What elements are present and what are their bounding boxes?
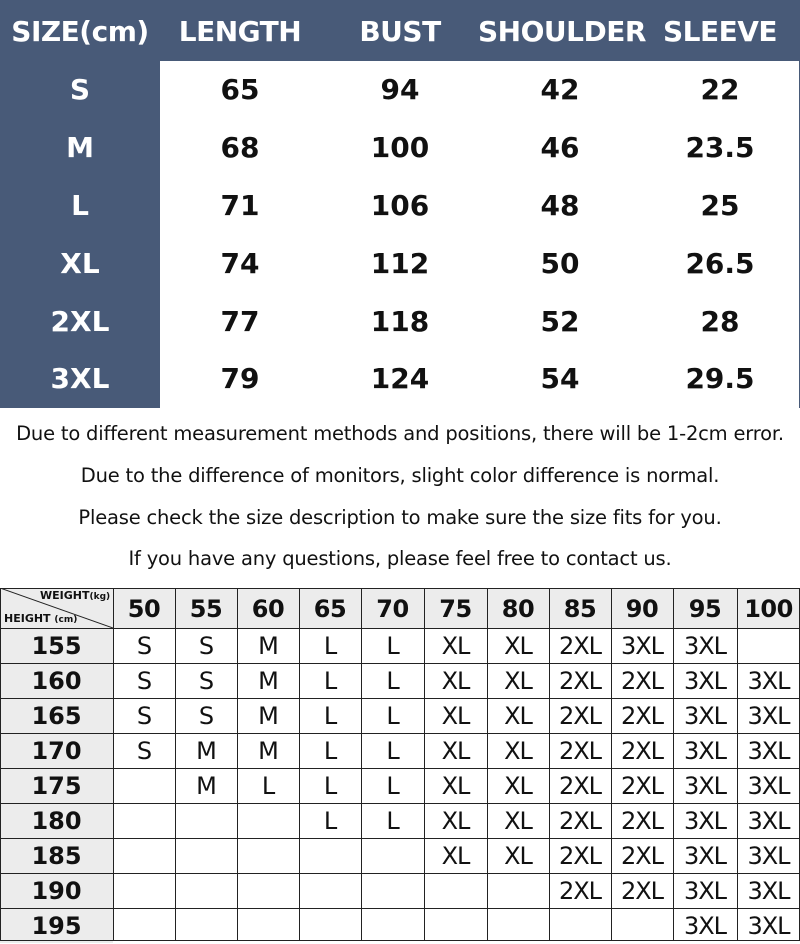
weight-label-text: WEIGHT	[40, 589, 90, 602]
size-cell: XL	[60, 247, 100, 280]
size-recommendation-cell	[237, 873, 299, 908]
size-recommendation-cell	[299, 908, 361, 943]
length-cell: 79	[220, 362, 260, 395]
weight-header-cell: 95	[673, 588, 737, 628]
size-recommendation-cell	[424, 908, 487, 943]
size-recommendation-cell: 3XL	[747, 912, 790, 940]
size-recommendation-cell: 3XL	[683, 632, 727, 660]
size-recommendation-cell: 2XL	[620, 772, 664, 800]
size-recommendation-cell: XL	[504, 772, 532, 800]
size-recommendation-cell: XL	[441, 842, 470, 870]
size-recommendation-cell: 3XL	[683, 877, 727, 905]
size-cell: M	[66, 131, 94, 164]
size-recommendation-cell: L	[323, 667, 337, 695]
size-recommendation-cell: L	[386, 772, 399, 800]
grid-column-divider	[0, 588, 1, 941]
grid-column-divider	[299, 588, 300, 941]
size-recommendation-cell: XL	[441, 807, 470, 835]
sleeve-cell: 28	[700, 305, 740, 338]
size-recommendation-cell: L	[386, 737, 399, 765]
size-recommendation-cell	[175, 908, 237, 943]
bust-cell: 106	[370, 189, 430, 222]
weight-header-cell: 90	[611, 588, 673, 628]
size-recommendation-cell: 2XL	[620, 737, 664, 765]
grid-column-divider	[175, 588, 176, 941]
size-cell: S	[69, 73, 91, 106]
size-recommendation-cell: 3XL	[620, 632, 664, 660]
size-recommendation-cell: XL	[441, 772, 470, 800]
size-chart-row	[0, 235, 800, 293]
size-recommendation-cell: 3XL	[747, 737, 790, 765]
size-recommendation-cell	[487, 908, 549, 943]
header-bust: BUST	[359, 15, 441, 48]
size-chart-row	[0, 350, 800, 408]
size-recommendation-cell: S	[136, 737, 152, 765]
height-row-label: 175	[0, 768, 113, 803]
size-recommendation-cell: 3XL	[747, 702, 790, 730]
grid-column-divider	[237, 588, 238, 941]
size-recommendation-cell: 2XL	[558, 842, 602, 870]
weight-unit-text: (kg)	[89, 592, 111, 602]
size-recommendation-cell	[113, 873, 175, 908]
weight-header-cell: 50	[113, 588, 175, 628]
size-recommendation-cell	[237, 803, 299, 838]
height-unit-text: (cm)	[54, 615, 78, 625]
size-recommendation-cell: M	[196, 772, 216, 800]
shoulder-cell: 54	[540, 362, 580, 395]
size-recommendation-cell: 2XL	[558, 632, 602, 660]
sleeve-cell: 26.5	[685, 247, 755, 280]
size-recommendation-cell	[175, 838, 237, 873]
sleeve-cell: 23.5	[685, 131, 755, 164]
length-cell: 71	[220, 189, 260, 222]
header-size: SIZE(cm)	[11, 15, 149, 48]
height-label-text: HEIGHT	[4, 612, 51, 625]
size-recommendation-cell	[175, 873, 237, 908]
grid-row-divider	[0, 838, 800, 839]
size-recommendation-cell: L	[386, 632, 399, 660]
grid-row-divider	[0, 663, 800, 664]
size-recommendation-cell	[487, 873, 549, 908]
size-recommendation-cell: 2XL	[558, 737, 602, 765]
size-recommendation-cell: XL	[504, 737, 532, 765]
sleeve-cell: 29.5	[685, 362, 755, 395]
weight-header-cell: 70	[361, 588, 424, 628]
grid-column-divider	[113, 588, 114, 941]
grid-row-divider	[0, 733, 800, 734]
weight-header-cell: 65	[299, 588, 361, 628]
sleeve-cell: 25	[700, 189, 740, 222]
size-recommendation-cell: 2XL	[558, 702, 602, 730]
size-recommendation-cell: L	[323, 807, 337, 835]
length-cell: 77	[220, 305, 260, 338]
size-cell: L	[71, 189, 89, 222]
grid-column-divider	[549, 588, 550, 941]
shoulder-cell: 52	[540, 305, 580, 338]
size-recommendation-cell: 2XL	[558, 772, 602, 800]
size-chart-row	[0, 177, 800, 235]
grid-column-divider	[361, 588, 362, 941]
size-recommendation-cell: M	[196, 737, 216, 765]
size-recommendation-cell	[361, 873, 424, 908]
note-check-size: Please check the size description to make sure the size fits for you.	[78, 506, 722, 529]
bust-cell: 94	[380, 73, 420, 106]
weight-header-cell: 75	[424, 588, 487, 628]
size-recommendation-cell	[113, 768, 175, 803]
weight-height-size-grid	[0, 588, 800, 941]
grid-row-divider	[0, 698, 800, 699]
size-recommendation-cell	[361, 908, 424, 943]
size-recommendation-cell: XL	[504, 667, 532, 695]
size-recommendation-cell: XL	[441, 702, 470, 730]
height-row-label: 160	[0, 663, 113, 698]
size-recommendation-cell: S	[198, 667, 214, 695]
size-recommendation-cell: 2XL	[620, 842, 664, 870]
grid-row-divider	[0, 588, 800, 589]
grid-row-divider	[0, 628, 800, 629]
size-recommendation-cell: 2XL	[620, 667, 664, 695]
shoulder-cell: 42	[540, 73, 580, 106]
size-recommendation-cell: L	[323, 702, 337, 730]
size-recommendation-cell: 3XL	[683, 772, 727, 800]
size-recommendation-cell	[361, 838, 424, 873]
size-recommendation-cell: S	[198, 632, 214, 660]
size-recommendation-cell: M	[258, 667, 278, 695]
size-recommendation-cell: 2XL	[620, 877, 664, 905]
size-recommendation-cell: M	[258, 702, 278, 730]
size-cell: 3XL	[50, 362, 110, 395]
size-recommendation-cell: S	[198, 702, 214, 730]
shoulder-cell: 50	[540, 247, 580, 280]
size-recommendation-cell: 3XL	[683, 842, 727, 870]
size-recommendation-cell: XL	[504, 632, 532, 660]
height-row-label: 165	[0, 698, 113, 733]
note-measurement-error: Due to different measurement methods and positions, there will be 1-2cm error.	[16, 422, 784, 445]
size-recommendation-cell: 3XL	[683, 807, 727, 835]
height-axis-label	[4, 612, 77, 625]
size-recommendation-cell: XL	[504, 702, 532, 730]
grid-column-divider	[424, 588, 425, 941]
size-recommendation-cell: XL	[504, 842, 532, 870]
size-recommendation-cell: M	[258, 737, 278, 765]
weight-header-cell: 100	[737, 588, 800, 628]
height-row-label: 190	[0, 873, 113, 908]
size-recommendation-cell: L	[386, 667, 399, 695]
size-recommendation-cell: S	[136, 702, 152, 730]
weight-header-cell: 80	[487, 588, 549, 628]
grid-row-divider	[0, 908, 800, 909]
size-recommendation-cell: 2XL	[620, 702, 664, 730]
size-recommendation-cell: 3XL	[747, 842, 790, 870]
size-recommendation-cell: 3XL	[683, 667, 727, 695]
size-recommendation-cell	[424, 873, 487, 908]
size-recommendation-cell	[611, 908, 673, 943]
size-recommendation-cell: 3XL	[747, 667, 790, 695]
bust-cell: 100	[370, 131, 430, 164]
size-recommendation-cell: S	[136, 667, 152, 695]
size-recommendation-cell	[113, 838, 175, 873]
size-recommendation-cell: L	[386, 807, 399, 835]
length-cell: 65	[220, 73, 260, 106]
size-recommendation-cell: L	[386, 702, 399, 730]
height-row-label: 195	[0, 908, 113, 943]
size-recommendation-cell	[113, 803, 175, 838]
weight-header-cell: 60	[237, 588, 299, 628]
size-recommendation-cell: 2XL	[558, 877, 602, 905]
height-row-label: 170	[0, 733, 113, 768]
size-recommendation-cell: 3XL	[683, 737, 727, 765]
size-chart-row	[0, 293, 800, 351]
note-color-difference: Due to the difference of monitors, slight color difference is normal.	[80, 464, 720, 487]
size-recommendation-cell: XL	[441, 667, 470, 695]
size-chart-row	[0, 119, 800, 177]
size-recommendation-cell: XL	[441, 632, 470, 660]
size-recommendation-cell	[299, 873, 361, 908]
size-recommendation-cell: 3XL	[747, 772, 790, 800]
size-recommendation-cell: 2XL	[558, 667, 602, 695]
length-cell: 74	[220, 247, 260, 280]
height-row-label: 155	[0, 628, 113, 663]
size-recommendation-cell: M	[258, 632, 278, 660]
height-row-label: 180	[0, 803, 113, 838]
note-contact-us: If you have any questions, please feel free to contact us.	[128, 547, 672, 570]
header-sleeve: SLEEVE	[662, 15, 778, 48]
bust-cell: 112	[370, 247, 430, 280]
grid-column-divider	[673, 588, 674, 941]
size-recommendation-cell: 3XL	[683, 702, 727, 730]
size-recommendation-cell: 2XL	[620, 807, 664, 835]
sleeve-cell: 22	[700, 73, 740, 106]
size-recommendation-cell	[113, 908, 175, 943]
size-recommendation-cell: XL	[441, 737, 470, 765]
size-cell: 2XL	[50, 305, 110, 338]
grid-row-divider	[0, 873, 800, 874]
size-recommendation-cell: S	[136, 632, 152, 660]
size-recommendation-cell	[175, 803, 237, 838]
height-row-label: 185	[0, 838, 113, 873]
size-chart-row	[0, 61, 800, 119]
size-chart-table	[0, 0, 800, 408]
length-cell: 68	[220, 131, 260, 164]
weight-header-cell: 85	[549, 588, 611, 628]
size-recommendation-cell: 3XL	[747, 877, 790, 905]
bust-cell: 124	[370, 362, 430, 395]
header-length: LENGTH	[178, 15, 302, 48]
bust-cell: 118	[370, 305, 430, 338]
grid-column-divider	[737, 588, 738, 941]
grid-column-divider	[611, 588, 612, 941]
shoulder-cell: 48	[540, 189, 580, 222]
size-recommendation-cell: L	[323, 632, 337, 660]
size-recommendation-cell	[237, 838, 299, 873]
weight-header-cell: 55	[175, 588, 237, 628]
grid-row-divider	[0, 803, 800, 804]
header-shoulder: SHOULDER	[478, 15, 646, 48]
size-recommendation-cell: L	[261, 772, 275, 800]
grid-row-divider	[0, 768, 800, 769]
shoulder-cell: 46	[540, 131, 580, 164]
size-recommendation-cell: L	[323, 772, 337, 800]
size-recommendation-cell	[549, 908, 611, 943]
size-recommendation-cell	[737, 628, 800, 663]
size-recommendation-cell: L	[323, 737, 337, 765]
size-recommendation-cell	[237, 908, 299, 943]
size-recommendation-cell: 2XL	[558, 807, 602, 835]
size-recommendation-cell	[299, 838, 361, 873]
size-recommendation-cell: 3XL	[683, 912, 727, 940]
size-recommendation-cell: 3XL	[747, 807, 790, 835]
grid-column-divider	[487, 588, 488, 941]
size-chart-header	[0, 0, 800, 61]
weight-axis-label	[40, 589, 110, 602]
size-recommendation-cell: XL	[504, 807, 532, 835]
